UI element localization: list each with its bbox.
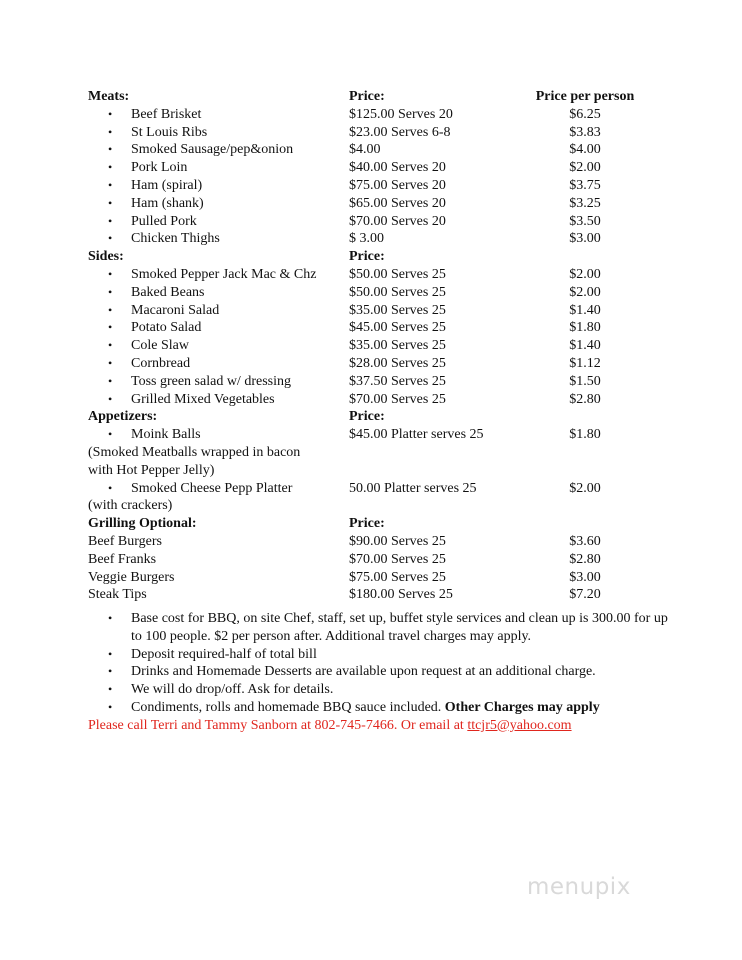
item-per-person: $2.00 xyxy=(569,480,601,496)
item-per-person: $3.00 xyxy=(569,231,601,247)
item-per-person: $3.83 xyxy=(569,124,601,140)
item-price: $180.00 Serves 25 xyxy=(349,587,453,603)
menu-item-side xyxy=(88,302,648,320)
menu-item-cheese-platter xyxy=(88,480,648,498)
item-price: $45.00 Serves 25 xyxy=(349,320,446,336)
item-price: $50.00 Serves 25 xyxy=(349,284,446,300)
meats-header-row xyxy=(88,88,648,106)
item-name: Macaroni Salad xyxy=(131,302,220,318)
note-dropoff xyxy=(88,681,668,699)
note-text: Base cost for BBQ, on site Chef, staff, set up, buffet style services and clean up is 300.00 for up to 100 people. $2 per person after. Additional travel charges may apply. xyxy=(131,611,668,644)
contact-line xyxy=(88,717,668,735)
menu-item-moink-balls xyxy=(88,426,648,444)
bullet-icon: • xyxy=(108,664,113,679)
item-description: (with crackers) xyxy=(88,498,173,514)
bullet-icon: • xyxy=(108,427,113,442)
item-per-person: $7.20 xyxy=(569,587,601,603)
note-deposit xyxy=(88,646,668,664)
note-condiments xyxy=(88,699,668,717)
sides-heading: Sides: xyxy=(88,249,124,265)
item-price: $35.00 Serves 25 xyxy=(349,338,446,354)
bullet-icon: • xyxy=(108,480,113,495)
bullet-icon: • xyxy=(108,682,113,697)
item-name: Smoked Sausage/pep&onion xyxy=(131,142,294,158)
notes-section xyxy=(88,610,668,735)
item-per-person: $3.25 xyxy=(569,195,601,211)
menu-item-meat xyxy=(88,230,648,248)
item-price: $70.00 Serves 20 xyxy=(349,213,446,229)
bullet-icon: • xyxy=(108,124,113,139)
item-description: (Smoked Meatballs wrapped in bacon xyxy=(88,444,301,460)
bullet-icon: • xyxy=(108,177,113,192)
menu-item-side xyxy=(88,284,648,302)
bullet-icon: • xyxy=(108,302,113,317)
menu-item-grilling xyxy=(88,586,648,604)
item-per-person: $3.60 xyxy=(569,533,601,549)
item-price: $ 3.00 xyxy=(349,231,384,247)
menu-item-meat xyxy=(88,141,648,159)
item-description: with Hot Pepper Jelly) xyxy=(88,462,215,478)
moink-description-line-1 xyxy=(88,444,648,462)
item-name: St Louis Ribs xyxy=(131,124,208,140)
note-text: Condiments, rolls and homemade BBQ sauce included. xyxy=(131,699,442,715)
sides-list xyxy=(88,266,648,408)
bullet-icon: • xyxy=(108,699,113,714)
grilling-list xyxy=(88,533,648,604)
bullet-icon: • xyxy=(108,284,113,299)
item-per-person: $1.80 xyxy=(569,427,601,443)
item-name: Grilled Mixed Vegetables xyxy=(131,391,275,407)
item-per-person: $1.40 xyxy=(569,338,601,354)
item-price: $28.00 Serves 25 xyxy=(349,355,446,371)
menupix-watermark: menupix xyxy=(527,874,631,900)
item-name: Beef Franks xyxy=(88,551,157,567)
item-name: Beef Burgers xyxy=(88,533,162,549)
item-name: Toss green salad w/ dressing xyxy=(131,373,291,389)
meats-price-label: Price: xyxy=(349,89,385,104)
menu-item-grilling xyxy=(88,551,648,569)
item-name: Chicken Thighs xyxy=(131,231,220,247)
bullet-icon: • xyxy=(108,195,113,210)
item-name: Baked Beans xyxy=(131,284,205,300)
item-price: $40.00 Serves 20 xyxy=(349,160,446,176)
item-price: $65.00 Serves 20 xyxy=(349,195,446,211)
note-drinks xyxy=(88,663,668,681)
grilling-header-row xyxy=(88,515,648,533)
appetizers-heading: Appetizers: xyxy=(88,409,158,425)
item-per-person: $3.75 xyxy=(569,177,601,193)
item-per-person: $2.80 xyxy=(569,551,601,567)
bullet-icon: • xyxy=(108,355,113,370)
moink-description-line-2 xyxy=(88,462,648,480)
menu-table xyxy=(88,88,648,604)
sides-header-row xyxy=(88,248,648,266)
item-name: Steak Tips xyxy=(88,587,147,603)
item-per-person: $4.00 xyxy=(569,142,601,158)
item-per-person: $6.25 xyxy=(569,106,601,122)
item-name: Moink Balls xyxy=(131,427,201,443)
bullet-icon: • xyxy=(108,320,113,335)
menu-item-meat xyxy=(88,213,648,231)
note-text: Drinks and Homemade Desserts are available upon request at an additional charge. xyxy=(131,664,596,680)
item-name: Ham (shank) xyxy=(131,195,204,211)
item-name: Smoked Cheese Pepp Platter xyxy=(131,480,293,496)
bullet-icon: • xyxy=(108,391,113,406)
menu-item-side xyxy=(88,266,648,284)
bullet-icon: • xyxy=(108,646,113,661)
item-per-person: $1.80 xyxy=(569,320,601,336)
menu-item-side xyxy=(88,355,648,373)
item-name: Ham (spiral) xyxy=(131,177,203,193)
item-price: 50.00 Platter serves 25 xyxy=(349,480,477,496)
menu-item-side xyxy=(88,337,648,355)
menu-item-grilling xyxy=(88,569,648,587)
item-price: $75.00 Serves 20 xyxy=(349,177,446,193)
item-per-person: $1.40 xyxy=(569,302,601,318)
grilling-heading: Grilling Optional: xyxy=(88,516,197,532)
menu-item-meat xyxy=(88,124,648,142)
item-per-person: $1.12 xyxy=(569,355,601,371)
item-per-person: $2.80 xyxy=(569,391,601,407)
item-price: $125.00 Serves 20 xyxy=(349,106,453,122)
item-name: Pork Loin xyxy=(131,160,188,176)
bullet-icon: • xyxy=(108,213,113,228)
item-name: Beef Brisket xyxy=(131,106,202,122)
note-text: We will do drop/off. Ask for details. xyxy=(131,682,334,698)
item-price: $70.00 Serves 25 xyxy=(349,391,446,407)
appetizers-price-label: Price: xyxy=(349,409,385,425)
item-price: $45.00 Platter serves 25 xyxy=(349,427,484,443)
item-name: Cornbread xyxy=(131,355,191,371)
item-price: $37.50 Serves 25 xyxy=(349,373,446,389)
menu-item-meat xyxy=(88,195,648,213)
meats-list xyxy=(88,106,648,248)
item-per-person: $1.50 xyxy=(569,373,601,389)
item-name: Potato Salad xyxy=(131,320,202,336)
menu-item-meat xyxy=(88,159,648,177)
item-per-person: $3.00 xyxy=(569,569,601,585)
item-price: $70.00 Serves 25 xyxy=(349,551,446,567)
item-name: Pulled Pork xyxy=(131,213,197,229)
item-price: $90.00 Serves 25 xyxy=(349,533,446,549)
item-name: Smoked Pepper Jack Mac & Chz xyxy=(131,266,317,282)
sides-price-label: Price: xyxy=(349,249,385,265)
item-price: $23.00 Serves 6-8 xyxy=(349,124,451,140)
bullet-icon: • xyxy=(108,338,113,353)
menu-item-side xyxy=(88,391,648,409)
bullet-icon: • xyxy=(108,231,113,246)
item-price: $50.00 Serves 25 xyxy=(349,266,446,282)
grilling-price-label: Price: xyxy=(349,516,385,532)
item-name: Cole Slaw xyxy=(131,338,189,354)
bullet-icon: • xyxy=(108,373,113,388)
menu-item-side xyxy=(88,373,648,391)
item-per-person: $3.50 xyxy=(569,213,601,229)
contact-text: Please call Terri and Tammy Sanborn at 802-745-7466. Or email at xyxy=(88,717,464,733)
item-per-person: $2.00 xyxy=(569,266,601,282)
cheese-description xyxy=(88,497,648,515)
item-price: $35.00 Serves 25 xyxy=(349,302,446,318)
note-text: Deposit required-half of total bill xyxy=(131,646,317,662)
meats-heading: Meats: xyxy=(88,89,130,104)
menu-item-side xyxy=(88,319,648,337)
item-price: $4.00 xyxy=(349,142,381,158)
bullet-icon: • xyxy=(108,160,113,175)
email-link[interactable]: ttcjr5@yahoo.com xyxy=(467,717,572,733)
bullet-icon: • xyxy=(108,611,113,625)
item-per-person: $2.00 xyxy=(569,160,601,176)
item-name: Veggie Burgers xyxy=(88,569,175,585)
price-per-person-label: Price per person xyxy=(535,89,635,104)
menu-item-grilling xyxy=(88,533,648,551)
menu-item-meat xyxy=(88,106,648,124)
item-price: $75.00 Serves 25 xyxy=(349,569,446,585)
menu-item-meat xyxy=(88,177,648,195)
bullet-icon: • xyxy=(108,142,113,157)
note-other-charges: Other Charges may apply xyxy=(444,699,600,715)
appetizers-header-row xyxy=(88,408,648,426)
bullet-icon: • xyxy=(108,106,113,121)
note-base-cost xyxy=(88,610,668,646)
bullet-icon: • xyxy=(108,266,113,281)
item-per-person: $2.00 xyxy=(569,284,601,300)
